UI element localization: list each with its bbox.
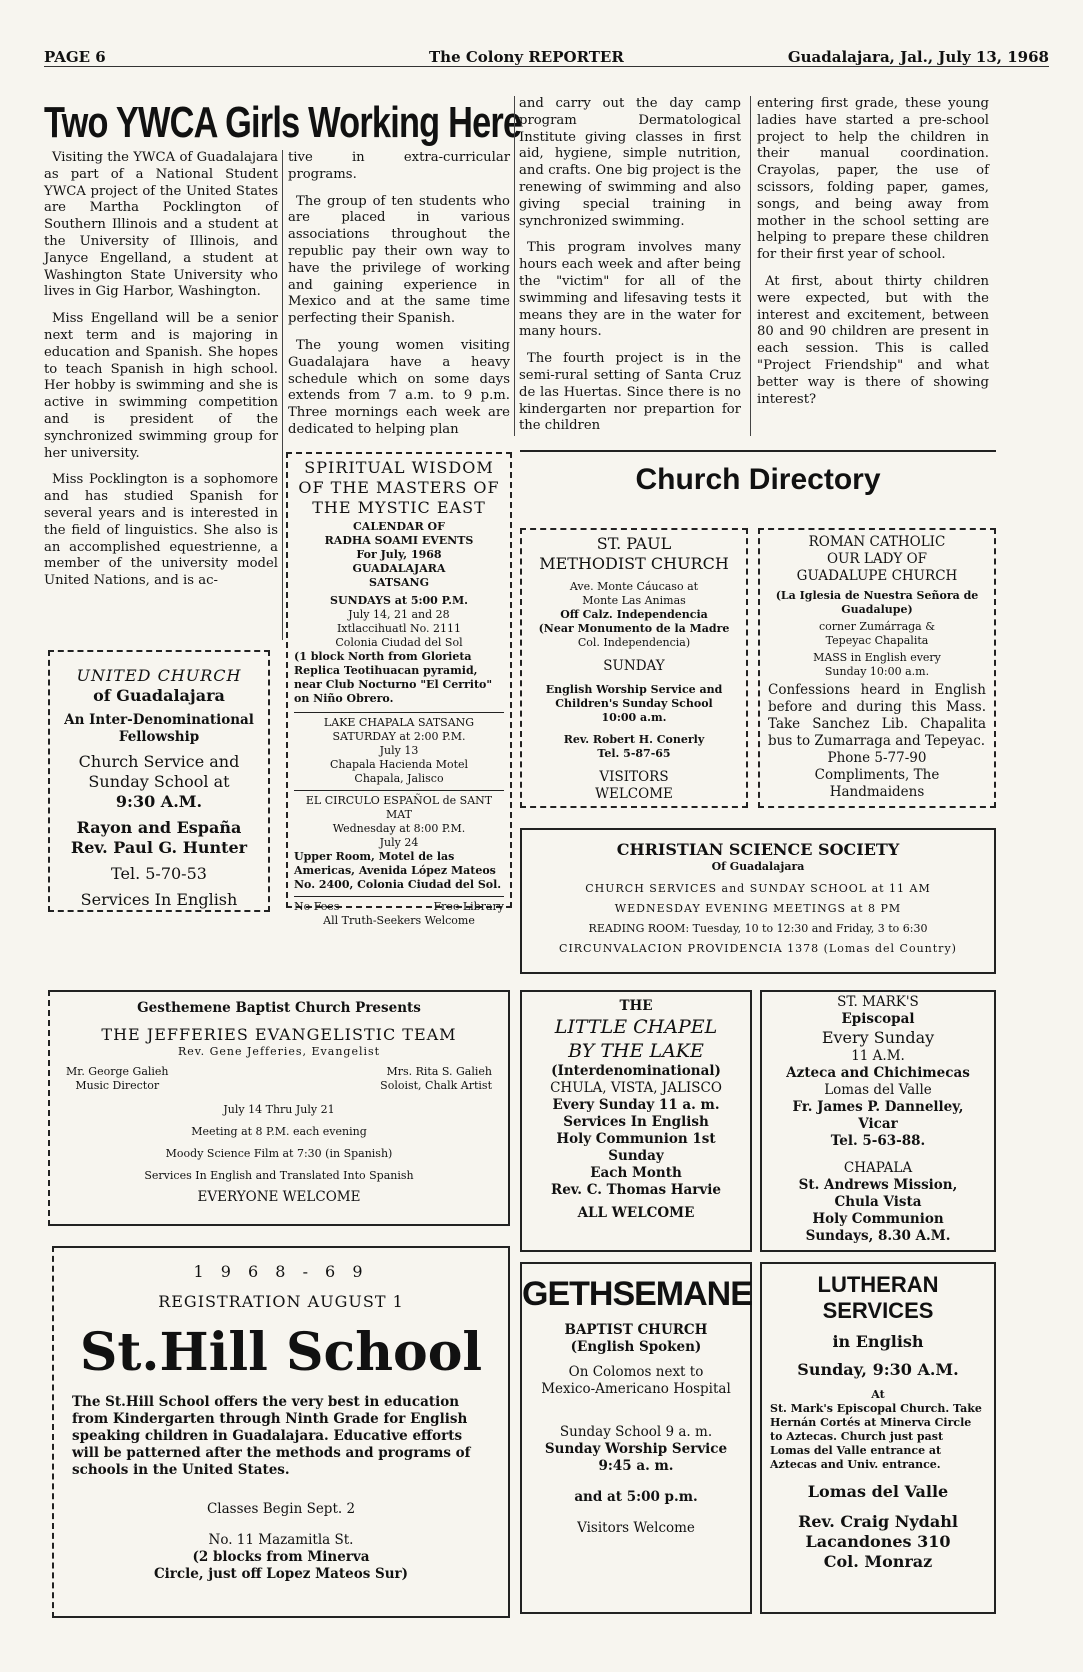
ad-line: SUNDAY	[603, 658, 665, 674]
article-column-4	[757, 96, 989, 418]
ad-line: Ave. Monte Cáucaso at	[569, 580, 699, 593]
st-hill-school-ad	[52, 1246, 510, 1618]
ad-line: READING ROOM: Tuesday, 10 to 12:30 and Friday, 3 to 6:30	[588, 922, 928, 935]
ad-line: Phone 5-77-90	[827, 750, 927, 766]
ad-line: Rev. C. Thomas Harvie	[551, 1182, 721, 1198]
ad-line: English Worship Service and	[545, 683, 723, 696]
ad-line: For July, 1968	[356, 548, 442, 561]
ad-title: SPIRITUAL WISDOM	[304, 458, 494, 477]
ad-line: Lomas del Valle	[807, 1482, 949, 1501]
ad-line: Mrs. Rita S. Galieh	[386, 1065, 492, 1078]
dateline: Guadalajara, Jal., July 13, 1968	[787, 48, 1049, 66]
article-column-2	[288, 150, 510, 449]
ad-line: RADHA SOAMI EVENTS	[324, 534, 474, 547]
school-name: St.Hill School	[79, 1322, 483, 1383]
ad-title: THE	[619, 998, 653, 1014]
ad-line: ALL WELCOME	[577, 1205, 695, 1221]
ad-line: Church Service and	[78, 752, 240, 771]
roman-catholic-ad	[758, 528, 996, 808]
paragraph: The fourth project is in the semi-rural setting of Santa Cruz de las Huertas. Since there is no kindergarten nor prepartion for the children	[519, 351, 741, 434]
ad-line: SATURDAY at 2:00 P.M.	[332, 730, 466, 743]
ad-line: Rev. Paul G. Hunter	[70, 838, 248, 857]
ad-line: July 14, 21 and 28	[348, 608, 450, 621]
ad-line: Rev. Craig Nydahl	[798, 1512, 958, 1531]
column-rule	[514, 96, 515, 436]
ad-line: Mr. George Galieh	[66, 1065, 169, 1078]
ad-line: Monte Las Animas	[582, 594, 686, 607]
ad-line: All Truth-Seekers Welcome	[323, 914, 475, 927]
ad-line: Chula Vista	[834, 1194, 922, 1210]
ad-line: Free Library	[433, 900, 504, 913]
ad-line: Sunday 10:00 a.m.	[824, 665, 930, 678]
ad-line: CALENDAR OF	[353, 520, 445, 533]
ad-line: Music Director	[75, 1079, 160, 1092]
ad-line: SUNDAYS at 5:00 P.M.	[330, 594, 468, 607]
ad-line: Rayon and España	[76, 818, 242, 837]
ad-line: Of Guadalajara	[711, 860, 805, 873]
ad-line: 9:30 A.M.	[115, 792, 203, 811]
ad-line: CIRCUNVALACION PROVIDENCIA 1378 (Lomas del Country)	[559, 942, 957, 955]
ad-line: LAKE CHAPALA SATSANG	[294, 712, 504, 730]
ad-line: Sunday, 9:30 A.M.	[797, 1360, 959, 1379]
ad-title: GUADALUPE CHURCH	[796, 568, 958, 584]
paragraph: tive in extra-curricular programs.	[288, 150, 510, 182]
ad-title: ST. MARK'S	[837, 994, 919, 1010]
ad-line: Classes Begin Sept. 2	[206, 1501, 356, 1517]
ad-body: St. Mark's Episcopal Church. Take Hernán Cortés at Minerva Circle to Aztecas. Church just past Lomas del Valle entrance at Aztecas and Univ. entrance.	[770, 1402, 982, 1471]
lutheran-ad	[760, 1262, 996, 1614]
ad-title: OUR LADY OF	[826, 551, 928, 567]
paragraph: The group of ten students who are placed in various associations throughout the republic pay their own way to have the privilege of working and gaining experience in Mexico and at the same time perfecting their Spanish.	[288, 193, 510, 327]
st-paul-ad	[520, 528, 748, 808]
little-chapel-ad	[520, 990, 752, 1252]
paragraph: entering first grade, these young ladies have started a pre-school project to help the children in their manual coordination. Crayolas, paper, the use of scissors, folding paper, games, songs, and being away from mother in the school setting are helping to prepare these children for their first year of school.	[757, 96, 989, 263]
ad-line: Holy Communion 1st	[556, 1131, 716, 1147]
ad-line: No Fees	[294, 900, 340, 913]
ad-line: July 13	[379, 744, 419, 757]
page-header	[44, 38, 1049, 67]
ad-line: WELCOME	[595, 786, 673, 802]
ad-title: LITTLE CHAPEL	[554, 1016, 718, 1038]
ad-line: An Inter-Denominational	[64, 712, 254, 728]
ad-line: Upper Room, Motel de las Americas, Avenida López Mateos No. 2400, Colonia Ciudad del Sol.	[294, 850, 502, 891]
ad-line: Tel. 5-70-53	[111, 864, 207, 883]
ad-line: (Near Monumento de la Madre	[538, 622, 730, 635]
ad-title: CHRISTIAN SCIENCE SOCIETY	[616, 840, 900, 859]
ad-line: EVERYONE WELCOME	[197, 1189, 361, 1205]
ad-line: Rev. Gene Jefferies, Evangelist	[177, 1045, 381, 1058]
ad-line: Gesthemene Baptist Church Presents	[137, 1000, 421, 1016]
ad-line: July 24	[379, 836, 419, 849]
ad-line: (La Iglesia de Nuestra Señora de Guadalupe)	[775, 589, 979, 616]
ad-line: St. Andrews Mission,	[798, 1177, 958, 1193]
ad-line: (Interdenominational)	[551, 1063, 721, 1079]
ad-line: Services In English	[80, 890, 238, 909]
paragraph: Visiting the YWCA of Guadalajara as part of a National Student YWCA project of the United States are Martha Pocklington of Southern Illinois and a student at the University of Illinois, and Janyce Engelland, a student at Washington State University who lives in Gig Harbor, Washington.	[44, 150, 278, 300]
gesthemene-ad	[48, 990, 510, 1226]
column-rule	[750, 96, 751, 436]
ad-line: At	[871, 1388, 885, 1401]
ad-line: Lacandones 310	[805, 1532, 951, 1551]
ad-line: Wednesday at 8:00 P.M.	[332, 822, 466, 835]
ad-line: Moody Science Film at 7:30 (in Spanish)	[165, 1147, 393, 1160]
ad-line: CHAPALA	[843, 1160, 913, 1176]
ad-title: UNITED CHURCH	[76, 666, 242, 685]
ad-line: SATSANG	[369, 576, 429, 589]
paragraph: Miss Pocklington is a sophomore and has studied Spanish for several years and is interested in the field of linguistics. She also is an accomplished equestrienne, a member of the university model United Nations, and is ac-	[44, 472, 278, 589]
ad-line: Holy Communion	[812, 1211, 944, 1227]
ad-line: and at 5:00 p.m.	[574, 1489, 698, 1505]
ad-line: Every Sunday	[821, 1028, 935, 1047]
paragraph: The young women visiting Guadalajara have a heavy schedule which on some days extends from 7 a.m. to 9 p.m. Three mornings each week are dedicated to helping plan	[288, 337, 510, 437]
ad-line: Confessions heard in English before and during this Mass. Take Sanchez Lib. Chapalita bus to Zumarraga and Tepeyac.	[768, 682, 986, 749]
ad-line: (English Spoken)	[570, 1339, 702, 1355]
ad-line: Chapala Hacienda Motel	[329, 758, 469, 771]
ad-line: Tel. 5-87-65	[597, 747, 671, 760]
paragraph: At first, about thirty children were expected, but with the interest and excitement, between 80 and 90 children are present in each session. This is called "Project Friendship" and what better way is there of showing interest?	[757, 273, 989, 407]
divider	[520, 450, 996, 452]
ad-line: Fellowship	[118, 729, 200, 745]
ad-line: GUADALAJARA	[352, 562, 446, 575]
ad-line: Col. Monraz	[823, 1552, 933, 1571]
paragraph: and carry out the day camp program Dermatological Institute giving classes in first aid, hygiene, simple nutrition, and crafts. One big project is the renewing of swimming and also giving special training in synchronized swimming.	[519, 96, 741, 229]
article-headline: Two YWCA Girls Working Here	[44, 98, 522, 147]
ad-line: Visitors Welcome	[577, 1520, 695, 1536]
ad-line: EL CIRCULO ESPAÑOL de SANT MAT	[294, 790, 504, 822]
ad-line: (2 blocks from Minerva	[192, 1549, 370, 1565]
ad-line: Episcopal	[841, 1011, 915, 1027]
ad-line: REGISTRATION AUGUST 1	[158, 1292, 404, 1311]
ad-line: of Guadalajara	[93, 686, 225, 705]
ad-title: LUTHERAN	[817, 1272, 939, 1297]
ad-title: THE JEFFERIES EVANGELISTIC TEAM	[101, 1025, 457, 1044]
ad-line: MASS in English every	[813, 651, 941, 664]
ad-line: Tepeyac Chapalita	[825, 634, 929, 647]
member-left	[66, 1065, 169, 1093]
ad-line: 9:45 a. m.	[598, 1458, 674, 1474]
ad-line: Tel. 5-63-88.	[830, 1133, 926, 1149]
team-members	[50, 1059, 508, 1093]
ad-line: Rev. Robert H. Conerly	[563, 733, 705, 746]
ad-line: Each Month	[590, 1165, 682, 1181]
ad-title: GETHSEMANE	[522, 1275, 752, 1313]
paragraph: Miss Engelland will be a senior next term and is majoring in education and Spanish. She hopes to teach Spanish in high school. Her hobby is swimming and she is active in swimming competition and is president of the synchronized swimming group for her university.	[44, 311, 278, 461]
article-column-1	[44, 150, 278, 600]
christian-science-ad	[520, 828, 996, 974]
ad-line: Vicar	[858, 1116, 898, 1132]
ad-line: BAPTIST CHURCH	[564, 1322, 708, 1338]
ad-line: Services In English and Translated Into Spanish	[144, 1169, 414, 1182]
gethsemane-ad	[520, 1262, 752, 1614]
ad-line: Azteca and Chichimecas	[786, 1065, 970, 1081]
member-right	[380, 1065, 492, 1093]
ad-line: Sunday School at	[88, 772, 230, 791]
ad-line: Every Sunday 11 a. m.	[552, 1097, 720, 1113]
column-rule	[282, 150, 283, 640]
ad-line: CHULA, VISTA, JALISCO	[550, 1080, 722, 1096]
ad-line: Sunday Worship Service	[544, 1441, 728, 1457]
ad-line: Colonia Ciudad del Sol	[335, 636, 463, 649]
ad-title: THE MYSTIC EAST	[312, 498, 486, 517]
ad-line: Children's Sunday School	[555, 697, 713, 710]
ad-line: Circle, just off Lopez Mateos Sur)	[153, 1566, 409, 1582]
paragraph: This program involves many hours each week and after being the "victim" for all of the swimming and lifesaving tests it means they are in the water for many hours.	[519, 240, 741, 340]
st-marks-ad	[760, 990, 996, 1252]
united-church-ad	[48, 650, 270, 912]
ad-line: Soloist, Chalk Artist	[380, 1079, 492, 1092]
ad-line: 11 A.M.	[851, 1048, 905, 1064]
ad-line: corner Zumárraga &	[818, 620, 936, 633]
ad-line: July 14 Thru July 21	[223, 1103, 335, 1116]
ad-line: Off Calz. Independencia	[560, 608, 708, 621]
fees-row	[294, 896, 504, 914]
paper-name: The Colony REPORTER	[429, 48, 624, 66]
ad-line: Mexico-Americano Hospital	[541, 1381, 731, 1397]
ad-line: Fr. James P. Dannelley,	[792, 1099, 964, 1115]
spiritual-wisdom-ad	[286, 452, 512, 927]
ad-title: OF THE MASTERS OF	[298, 478, 500, 497]
ad-line: Services In English	[563, 1114, 709, 1130]
article-column-3	[519, 96, 741, 445]
page-number: PAGE 6	[44, 48, 106, 66]
ad-line: Ixtlaccihuatl No. 2111	[336, 622, 462, 635]
ad-line: Sunday	[608, 1148, 664, 1164]
ad-title: SERVICES	[822, 1298, 934, 1323]
ad-body: The St.Hill School offers the very best in education from Kindergarten through Ninth Grade for English speaking children in Guadalajara. Educative efforts will be patterned after the methods and programs of schools in the United States.	[72, 1394, 471, 1478]
ad-line: Compliments, The Handmaidens	[814, 767, 940, 800]
ad-line: Lomas del Valle	[824, 1082, 932, 1098]
ad-line: No. 11 Mazamitla St.	[208, 1532, 354, 1548]
ad-line: On Colomos next to	[568, 1364, 704, 1380]
ad-line: Sunday School 9 a. m.	[559, 1424, 713, 1440]
ad-line: in English	[832, 1332, 924, 1351]
ad-line: Chapala, Jalisco	[354, 772, 444, 785]
church-directory-title: Church Directory	[635, 463, 881, 496]
ad-line: CHURCH SERVICES and SUNDAY SCHOOL at 11 AM	[585, 882, 931, 895]
ad-line: Meeting at 8 P.M. each evening	[191, 1125, 367, 1138]
ad-line: VISITORS	[599, 769, 669, 785]
ad-title: ST. PAUL	[596, 534, 672, 553]
ad-line: Col. Independencia)	[577, 636, 691, 649]
ad-line: 10:00 a.m.	[601, 711, 667, 724]
ad-line: (1 block North from Glorieta Replica Teotihuacan pyramid, near Club Nocturno "El Cerrito" on Niño Obrero.	[294, 650, 493, 705]
ad-title: BY THE LAKE	[568, 1040, 704, 1062]
ad-title: METHODIST CHURCH	[539, 554, 729, 573]
ad-line: 1 9 6 8 - 6 9	[193, 1262, 369, 1281]
ad-title: ROMAN CATHOLIC	[808, 534, 946, 550]
ad-line: WEDNESDAY EVENING MEETINGS at 8 PM	[614, 902, 902, 915]
ad-line: Sundays, 8.30 A.M.	[805, 1228, 951, 1244]
